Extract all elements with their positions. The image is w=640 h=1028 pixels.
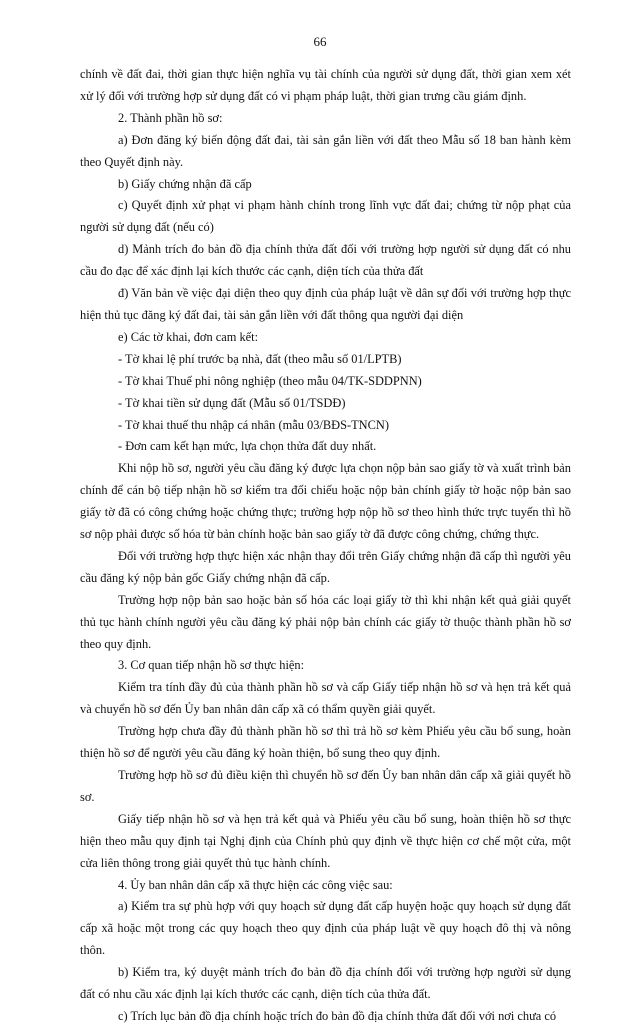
paragraph: Trường hợp chưa đầy đủ thành phần hồ sơ thì trả hồ sơ kèm Phiếu yêu cầu bổ sung, hoàn thiện hồ sơ để người yêu cầu đăng ký hoàn thiện, bổ sung theo quy định.	[80, 724, 571, 761]
paragraph: a) Đơn đăng ký biến động đất đai, tài sản gắn liền với đất theo Mẫu số 18 ban hành kèm theo Quyết định này.	[80, 132, 571, 169]
paragraph: chính về đất đai, thời gian thực hiện nghĩa vụ tài chính của người sử dụng đất, thời gian xem xét xử lý đối với trường hợp sử dụng đất có vi phạm pháp luật, thời gian trưng cầu giám định.	[80, 67, 571, 103]
paragraph: Đối với trường hợp thực hiện xác nhận thay đổi trên Giấy chứng nhận đã cấp thì người yêu cầu đăng ký nộp bản gốc Giấy chứng nhận đã cấp.	[80, 548, 571, 585]
list-item: - Tờ khai tiền sử dụng đất (Mẫu số 01/TSDĐ)	[118, 395, 346, 410]
section-heading: 4. Ủy ban nhân dân cấp xã thực hiện các công việc sau:	[118, 877, 393, 892]
paragraph: c) Trích lục bản đồ địa chính hoặc trích đo bản đồ địa chính thửa đất đối với nơi chưa có	[118, 1008, 557, 1023]
paragraph: b) Kiểm tra, ký duyệt mảnh trích đo bản đồ địa chính đối với trường hợp người sử dụng đất có nhu cầu xác định lại kích thước các cạnh, diện tích của thửa đất.	[80, 965, 571, 1002]
list-item: - Tờ khai Thuế phi nông nghiệp (theo mẫu 04/TK-SDDPNN)	[118, 373, 422, 388]
paragraph: e) Các tờ khai, đơn cam kết:	[118, 329, 259, 344]
paragraph: a) Kiểm tra sự phù hợp với quy hoạch sử dụng đất cấp huyện hoặc quy hoạch sử dụng đất cấp xã hoặc một trong các quy hoạch theo quy định của pháp luật về quy hoạch đô thị và nông thôn.	[80, 899, 571, 958]
list-item: - Đơn cam kết hạn mức, lựa chọn thửa đất duy nhất.	[118, 439, 377, 454]
page-number: 66	[313, 34, 327, 49]
paragraph: c) Quyết định xử phạt vi phạm hành chính trong lĩnh vực đất đai; chứng từ nộp phạt của người sử dụng đất (nếu có)	[80, 198, 571, 235]
paragraph: Kiểm tra tính đầy đủ của thành phần hồ sơ và cấp Giấy tiếp nhận hồ sơ và hẹn trả kết quả và chuyển hồ sơ đến Ủy ban nhân dân cấp xã có thẩm quyền giải quyết.	[80, 680, 571, 717]
paragraph: b) Giấy chứng nhận đã cấp	[118, 176, 252, 191]
document-body	[80, 64, 571, 1028]
paragraph: Trường hợp nộp bản sao hoặc bản số hóa các loại giấy tờ thì khi nhận kết quả giải quyết thủ tục hành chính người yêu cầu đăng ký phải nộp bản chính các giấy tờ thuộc thành phần hồ sơ theo quy định.	[80, 592, 571, 651]
section-heading: 2. Thành phần hồ sơ:	[118, 110, 223, 125]
section-heading: 3. Cơ quan tiếp nhận hồ sơ thực hiện:	[118, 658, 305, 673]
paragraph: d) Mảnh trích đo bản đồ địa chính thửa đất đối với trường hợp người sử dụng đất có nhu cầu đo đạc để xác định lại kích thước các cạnh, diện tích của thửa đất	[80, 242, 571, 279]
paragraph: Trường hợp hồ sơ đủ điều kiện thì chuyển hồ sơ đến Ủy ban nhân dân cấp xã giải quyết hồ sơ.	[80, 768, 571, 804]
paragraph: Giấy tiếp nhận hồ sơ và hẹn trả kết quả và Phiếu yêu cầu bổ sung, hoàn thiện hồ sơ thực hiện theo mẫu quy định tại Nghị định của Chính phủ quy định về thực hiện cơ chế một cửa, một cửa liên thông trong giải quyết thủ tục hành chính.	[80, 811, 571, 870]
paragraph: đ) Văn bản về việc đại diện theo quy định của pháp luật về dân sự đối với trường hợp thực hiện thủ tục đăng ký đất đai, tài sản gắn liền với đất thông qua người đại diện	[80, 286, 571, 322]
paragraph: Khi nộp hồ sơ, người yêu cầu đăng ký được lựa chọn nộp bản sao giấy tờ và xuất trình bản chính để cán bộ tiếp nhận hồ sơ kiểm tra đối chiếu hoặc nộp bản chính giấy tờ hoặc nộp bản sao giấy tờ đã có công chứng hoặc chứng thực; trường hợp nộp hồ sơ theo hình thức trực tuyến thì hồ sơ nộp phải được số hóa từ bản chính hoặc bản sao giấy tờ đã được công chứng, chứng thực.	[80, 461, 571, 542]
list-item: - Tờ khai lệ phí trước bạ nhà, đất (theo mẫu số 01/LPTB)	[118, 351, 402, 366]
list-item: - Tờ khai thuế thu nhập cá nhân (mẫu 03/BĐS-TNCN)	[118, 417, 389, 432]
